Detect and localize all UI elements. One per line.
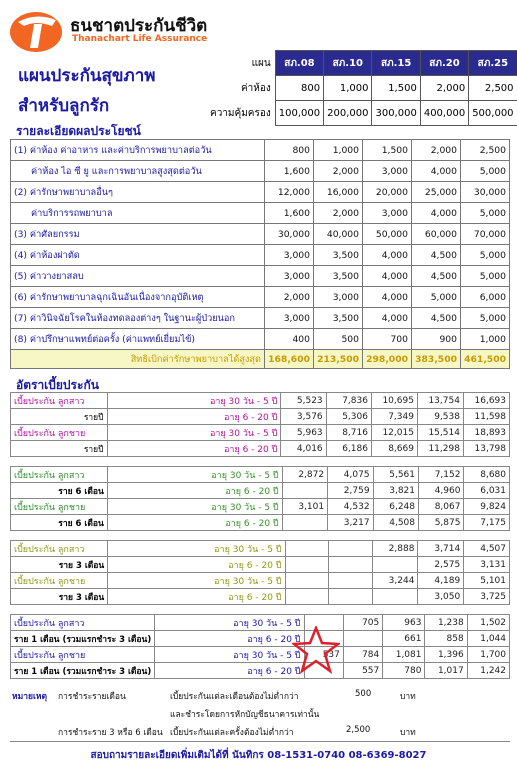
premium-value: 8,669 bbox=[371, 441, 417, 457]
premium-row bbox=[11, 557, 510, 573]
benefit-label: ค่าบริการรถพยาบาล bbox=[11, 203, 265, 224]
benefit-row bbox=[11, 287, 510, 308]
premium-insured-label: เบี้ยประกัน ลูกชาย bbox=[11, 573, 108, 589]
plan-code: สภ.25 bbox=[469, 51, 517, 76]
benefit-value: 5,000 bbox=[461, 161, 510, 182]
premium-value: 7,175 bbox=[464, 515, 510, 531]
benefit-value: 1,000 bbox=[461, 329, 510, 350]
benefit-value: 3,000 bbox=[265, 266, 314, 287]
premium-age-range: อายุ 6 - 20 ปี bbox=[107, 515, 282, 531]
premium-value: 1,081 bbox=[383, 647, 425, 663]
benefit-row bbox=[11, 224, 510, 245]
benefit-value: 50,000 bbox=[363, 224, 412, 245]
benefit-value: 1,600 bbox=[265, 203, 314, 224]
premium-insured-label: เบี้ยประกัน ลูกสาว bbox=[11, 615, 155, 631]
benefit-value: 3,000 bbox=[363, 161, 412, 182]
premium-payment-mode: ราย 3 เดือน bbox=[11, 589, 108, 605]
premium-value bbox=[329, 557, 373, 573]
company-logo-icon bbox=[8, 8, 64, 54]
benefit-value: 5,000 bbox=[461, 203, 510, 224]
premium-value bbox=[329, 541, 373, 557]
premium-payment-mode: ราย 3 เดือน bbox=[11, 557, 108, 573]
premium-value bbox=[282, 483, 327, 499]
premium-value: 1,502 bbox=[467, 615, 509, 631]
benefit-value: 5,000 bbox=[461, 245, 510, 266]
plan-code: สภ.20 bbox=[420, 51, 468, 76]
quarterly-minimum-amount: 2,500 bbox=[346, 725, 371, 735]
premium-insured-label: เบี้ยประกัน ลูกสาว bbox=[11, 541, 108, 557]
benefit-row bbox=[11, 182, 510, 203]
premium-value: 8,067 bbox=[419, 499, 464, 515]
room-rate: 2,500 bbox=[469, 76, 517, 101]
company-name-english: Thanachart Life Assurance bbox=[72, 34, 208, 44]
plan-code: สภ.10 bbox=[324, 51, 372, 76]
sum-insured: 300,000 bbox=[372, 101, 420, 126]
benefit-value: 70,000 bbox=[461, 224, 510, 245]
quarterly-payment-text: เบี้ยประกันแต่ละครั้งต้องไม่ต่ำกว่า bbox=[170, 728, 294, 738]
premium-value: 3,217 bbox=[328, 515, 373, 531]
premium-row bbox=[11, 541, 510, 557]
premium-value: 3,244 bbox=[372, 573, 418, 589]
premium-value: 11,298 bbox=[417, 441, 463, 457]
premium-value: 3,714 bbox=[418, 541, 464, 557]
plan-summary-table bbox=[207, 50, 517, 126]
premium-value: 13,754 bbox=[417, 393, 463, 409]
benefit-label: (2) ค่ารักษาพยาบาลอื่นๆ bbox=[11, 182, 265, 203]
benefit-value: 1,500 bbox=[363, 140, 412, 161]
premium-value bbox=[343, 631, 382, 647]
premium-value: 7,349 bbox=[371, 409, 417, 425]
premium-value: 5,561 bbox=[373, 467, 418, 483]
benefit-row bbox=[11, 308, 510, 329]
premium-value bbox=[285, 589, 329, 605]
benefit-total-label: สิทธิเบิกค่ารักษาพยาบาลได้สูงสุด bbox=[11, 350, 265, 369]
premium-row bbox=[11, 631, 510, 647]
quarterly-amount-unit: บาท bbox=[400, 728, 416, 738]
premium-payment-mode: ราย 6 เดือน bbox=[11, 483, 108, 499]
premium-age-range: อายุ 6 - 20 ปี bbox=[107, 441, 281, 457]
premium-value: 15,514 bbox=[417, 425, 463, 441]
premium-value: 3,576 bbox=[281, 409, 326, 425]
benefit-label: (6) ค่ารักษาพยาบาลฉุกเฉินอันเนื่องจากอุบัติเหตุ bbox=[11, 287, 265, 308]
premium-insured-label: เบี้ยประกัน ลูกสาว bbox=[11, 393, 108, 409]
premium-six-month-table bbox=[10, 466, 510, 531]
premium-value: 5,523 bbox=[281, 393, 326, 409]
premium-row bbox=[11, 409, 510, 425]
premium-age-range: อายุ 30 วัน - 5 ปี bbox=[108, 573, 285, 589]
benefit-value: 3,500 bbox=[314, 245, 363, 266]
premium-value: 8,716 bbox=[326, 425, 371, 441]
sum-insured-row bbox=[207, 101, 517, 126]
premium-monthly-table bbox=[10, 614, 510, 679]
sum-insured: 500,000 bbox=[469, 101, 517, 126]
benefit-label: (3) ค่าศัลยกรรม bbox=[11, 224, 265, 245]
benefit-label: (1) ค่าห้อง ค่าอาหาร และค่าบริการพยาบาลต่อวัน bbox=[11, 140, 265, 161]
premium-value: 16,693 bbox=[463, 393, 509, 409]
premium-row bbox=[11, 483, 510, 499]
premium-yearly-table bbox=[10, 392, 510, 457]
premium-age-range: อายุ 30 วัน - 5 ปี bbox=[107, 425, 281, 441]
page-subtitle: สำหรับลูกรัก bbox=[18, 96, 110, 116]
notes-remark: หมายเหตุ bbox=[12, 692, 47, 702]
premium-value bbox=[285, 557, 329, 573]
premium-value bbox=[285, 541, 329, 557]
benefit-value: 20,000 bbox=[363, 182, 412, 203]
sum-insured: 100,000 bbox=[275, 101, 323, 126]
benefit-total-value: 168,600 bbox=[265, 350, 314, 369]
benefit-row bbox=[11, 329, 510, 350]
premium-value: 7,836 bbox=[326, 393, 371, 409]
benefit-label: (4) ค่าห้องผ่าตัด bbox=[11, 245, 265, 266]
sum-insured: 200,000 bbox=[324, 101, 372, 126]
premium-value: 6,031 bbox=[464, 483, 510, 499]
benefit-value: 25,000 bbox=[412, 182, 461, 203]
premium-insured-label: เบี้ยประกัน ลูกสาว bbox=[11, 467, 108, 483]
benefit-value: 4,500 bbox=[412, 266, 461, 287]
benefit-total-value: 298,000 bbox=[363, 350, 412, 369]
premium-value: 3,725 bbox=[464, 589, 510, 605]
premium-value: 7,152 bbox=[419, 467, 464, 483]
premium-row bbox=[11, 615, 510, 631]
benefit-row bbox=[11, 266, 510, 287]
premium-payment-mode: ราย 1 เดือน (รวมแรกชำระ 3 เดือน) bbox=[11, 631, 155, 647]
benefit-label: ค่าห้อง ไอ ซี ยู และการพยาบาลสูงสุดต่อวัน bbox=[11, 161, 265, 182]
premium-value: 3,050 bbox=[418, 589, 464, 605]
premium-age-range: อายุ 6 - 20 ปี bbox=[155, 663, 304, 679]
premium-age-range: อายุ 30 วัน - 5 ปี bbox=[107, 467, 282, 483]
premium-value: 3,821 bbox=[373, 483, 418, 499]
premium-value bbox=[372, 589, 418, 605]
benefits-table bbox=[10, 139, 510, 369]
benefit-total-value: 213,500 bbox=[314, 350, 363, 369]
premium-payment-mode: ราย 6 เดือน bbox=[11, 515, 108, 531]
premium-payment-mode: ราย 1 เดือน (รวมแรกชำระ 3 เดือน) bbox=[11, 663, 155, 679]
benefit-value: 4,000 bbox=[412, 161, 461, 182]
sum-insured-label: ความคุ้มครอง bbox=[210, 107, 271, 119]
benefit-value: 800 bbox=[265, 140, 314, 161]
benefit-value: 4,500 bbox=[412, 245, 461, 266]
benefit-value: 3,000 bbox=[265, 245, 314, 266]
premium-value: 1,242 bbox=[467, 663, 509, 679]
premium-value: 1,396 bbox=[425, 647, 467, 663]
premium-value: 4,960 bbox=[419, 483, 464, 499]
premium-value: 5,963 bbox=[281, 425, 326, 441]
premium-value: 5,101 bbox=[464, 573, 510, 589]
premium-value: 4,507 bbox=[464, 541, 510, 557]
monthly-payment-condition: และชำระโดยการหักบัญชีธนาคารเท่านั้น bbox=[170, 710, 320, 720]
benefit-value: 1,600 bbox=[265, 161, 314, 182]
footer-divider bbox=[10, 741, 510, 742]
premium-age-range: อายุ 6 - 20 ปี bbox=[108, 557, 285, 573]
benefit-value: 30,000 bbox=[265, 224, 314, 245]
premium-row bbox=[11, 663, 510, 679]
benefit-value: 2,000 bbox=[265, 287, 314, 308]
benefit-value: 2,500 bbox=[461, 140, 510, 161]
premium-value: 12,015 bbox=[371, 425, 417, 441]
premium-value: 537 bbox=[304, 647, 343, 663]
premium-section-title: อัตราเบี้ยประกัน bbox=[16, 378, 99, 392]
room-rate: 1,500 bbox=[372, 76, 420, 101]
benefit-value: 500 bbox=[314, 329, 363, 350]
premium-value: 2,759 bbox=[328, 483, 373, 499]
benefit-value: 4,500 bbox=[412, 308, 461, 329]
highlight-star-icon bbox=[292, 626, 340, 674]
premium-row bbox=[11, 647, 510, 663]
premium-value: 6,186 bbox=[326, 441, 371, 457]
premium-age-range: อายุ 6 - 20 ปี bbox=[108, 589, 285, 605]
benefit-value: 5,000 bbox=[412, 287, 461, 308]
benefit-value: 2,000 bbox=[314, 161, 363, 182]
premium-value: 4,075 bbox=[328, 467, 373, 483]
premium-payment-mode: รายปี bbox=[11, 409, 108, 425]
room-rate-label: ค่าห้อง bbox=[240, 82, 271, 94]
room-rate: 800 bbox=[275, 76, 323, 101]
premium-value: 705 bbox=[343, 615, 382, 631]
premium-value: 4,016 bbox=[281, 441, 326, 457]
benefit-value: 5,000 bbox=[461, 266, 510, 287]
premium-row bbox=[11, 573, 510, 589]
premium-row bbox=[11, 515, 510, 531]
premium-insured-label: เบี้ยประกัน ลูกชาย bbox=[11, 499, 108, 515]
benefit-value: 4,000 bbox=[412, 203, 461, 224]
premium-age-range: อายุ 30 วัน - 5 ปี bbox=[107, 499, 282, 515]
premium-value: 9,538 bbox=[417, 409, 463, 425]
premium-value: 661 bbox=[383, 631, 425, 647]
benefit-value: 4,000 bbox=[363, 287, 412, 308]
benefit-value: 1,000 bbox=[314, 140, 363, 161]
premium-age-range: อายุ 30 วัน - 5 ปี bbox=[155, 615, 304, 631]
benefit-row bbox=[11, 161, 510, 182]
premium-value: 10,695 bbox=[371, 393, 417, 409]
benefit-value: 40,000 bbox=[314, 224, 363, 245]
premium-insured-label: เบี้ยประกัน ลูกชาย bbox=[11, 425, 108, 441]
premium-value: 3,101 bbox=[282, 499, 327, 515]
benefit-row bbox=[11, 140, 510, 161]
plan-label: แผน bbox=[251, 57, 271, 69]
benefit-value: 900 bbox=[412, 329, 461, 350]
benefit-value: 60,000 bbox=[412, 224, 461, 245]
premium-value: 1,700 bbox=[467, 647, 509, 663]
benefit-row bbox=[11, 203, 510, 224]
premium-value bbox=[329, 589, 373, 605]
premium-value: 4,508 bbox=[373, 515, 418, 531]
benefit-value: 400 bbox=[265, 329, 314, 350]
premium-value: 2,575 bbox=[418, 557, 464, 573]
monthly-minimum-amount: 500 bbox=[355, 689, 372, 699]
premium-value bbox=[329, 573, 373, 589]
premium-value bbox=[282, 515, 327, 531]
benefit-value: 3,000 bbox=[314, 287, 363, 308]
premium-age-range: อายุ 6 - 20 ปี bbox=[155, 631, 304, 647]
premium-value: 2,888 bbox=[372, 541, 418, 557]
premium-value bbox=[372, 557, 418, 573]
monthly-amount-unit: บาท bbox=[400, 692, 416, 702]
premium-age-range: อายุ 6 - 20 ปี bbox=[107, 409, 281, 425]
plan-code-row bbox=[207, 51, 517, 76]
premium-age-range: อายุ 30 วัน - 5 ปี bbox=[155, 647, 304, 663]
quarterly-payment-label: การชำระราย 3 หรือ 6 เดือน bbox=[58, 728, 163, 738]
premium-value: 4,189 bbox=[418, 573, 464, 589]
premium-value: 6,248 bbox=[373, 499, 418, 515]
benefit-value: 4,000 bbox=[363, 245, 412, 266]
premium-age-range: อายุ 30 วัน - 5 ปี bbox=[108, 541, 285, 557]
benefit-value: 3,000 bbox=[363, 203, 412, 224]
premium-value: 5,875 bbox=[419, 515, 464, 531]
page-title: แผนประกันสุขภาพ bbox=[18, 66, 156, 86]
premium-payment-mode: รายปี bbox=[11, 441, 108, 457]
premium-value: 557 bbox=[343, 663, 382, 679]
premium-row bbox=[11, 589, 510, 605]
premium-value: 11,598 bbox=[463, 409, 509, 425]
premium-insured-label: เบี้ยประกัน ลูกชาย bbox=[11, 647, 155, 663]
sum-insured: 400,000 bbox=[420, 101, 468, 126]
benefit-label: (8) ค่าปรึกษาแพทย์ต่อครั้ง (ค่าแพทย์เยี่ยมไข้) bbox=[11, 329, 265, 350]
benefit-value: 2,000 bbox=[412, 140, 461, 161]
premium-value: 18,893 bbox=[463, 425, 509, 441]
benefit-total-value: 383,500 bbox=[412, 350, 461, 369]
benefit-value: 3,000 bbox=[265, 308, 314, 329]
benefit-value: 16,000 bbox=[314, 182, 363, 203]
benefit-value: 700 bbox=[363, 329, 412, 350]
premium-value bbox=[285, 573, 329, 589]
premium-age-range: อายุ 6 - 20 ปี bbox=[107, 483, 282, 499]
premium-value: 1,044 bbox=[467, 631, 509, 647]
benefit-label: (7) ค่าวินิจฉัยโรคในห้องทดลองต่างๆ ในฐานะผู้ป่วยนอก bbox=[11, 308, 265, 329]
benefit-value: 2,000 bbox=[314, 203, 363, 224]
premium-row bbox=[11, 425, 510, 441]
benefit-value: 3,500 bbox=[314, 308, 363, 329]
benefit-label: (5) ค่าวางยาสลบ bbox=[11, 266, 265, 287]
benefit-value: 30,000 bbox=[461, 182, 510, 203]
premium-quarterly-table bbox=[10, 540, 510, 605]
contact-info: สอบถามรายละเอียดเพิ่มเติมได้ที่ นันทิกร 08-1531-0740 08-6369-8027 bbox=[90, 750, 427, 761]
room-rate-row bbox=[207, 76, 517, 101]
benefit-total-value: 461,500 bbox=[461, 350, 510, 369]
premium-value: 8,680 bbox=[464, 467, 510, 483]
plan-code: สภ.08 bbox=[275, 51, 323, 76]
plan-code: สภ.15 bbox=[372, 51, 420, 76]
premium-value: 1,238 bbox=[425, 615, 467, 631]
premium-value: 5,306 bbox=[326, 409, 371, 425]
premium-value: 3,131 bbox=[464, 557, 510, 573]
room-rate: 2,000 bbox=[420, 76, 468, 101]
premium-row bbox=[11, 467, 510, 483]
premium-row bbox=[11, 499, 510, 515]
benefit-value: 3,500 bbox=[314, 266, 363, 287]
benefit-row bbox=[11, 245, 510, 266]
company-name-thai: ธนชาตประกันชีวิต bbox=[70, 16, 208, 36]
room-rate: 1,000 bbox=[324, 76, 372, 101]
monthly-payment-label: การชำระรายเดือน bbox=[58, 692, 126, 702]
benefit-value: 6,000 bbox=[461, 287, 510, 308]
premium-value: 1,017 bbox=[425, 663, 467, 679]
monthly-payment-text: เบี้ยประกันแต่ละเดือนต้องไม่ต่ำกว่า bbox=[170, 692, 299, 702]
benefits-section-title: รายละเอียดผลประโยชน์ bbox=[16, 124, 141, 138]
premium-age-range: อายุ 30 วัน - 5 ปี bbox=[107, 393, 281, 409]
premium-row bbox=[11, 393, 510, 409]
benefit-value: 5,000 bbox=[461, 308, 510, 329]
premium-value: 780 bbox=[383, 663, 425, 679]
benefit-value: 4,000 bbox=[363, 266, 412, 287]
benefit-total-row bbox=[11, 350, 510, 369]
premium-value: 784 bbox=[343, 647, 382, 663]
premium-value: 963 bbox=[383, 615, 425, 631]
benefit-value: 4,000 bbox=[363, 308, 412, 329]
premium-value: 9,824 bbox=[464, 499, 510, 515]
benefit-value: 12,000 bbox=[265, 182, 314, 203]
premium-value: 13,798 bbox=[463, 441, 509, 457]
premium-value: 4,532 bbox=[328, 499, 373, 515]
premium-value: 2,872 bbox=[282, 467, 327, 483]
premium-row bbox=[11, 441, 510, 457]
premium-value: 858 bbox=[425, 631, 467, 647]
